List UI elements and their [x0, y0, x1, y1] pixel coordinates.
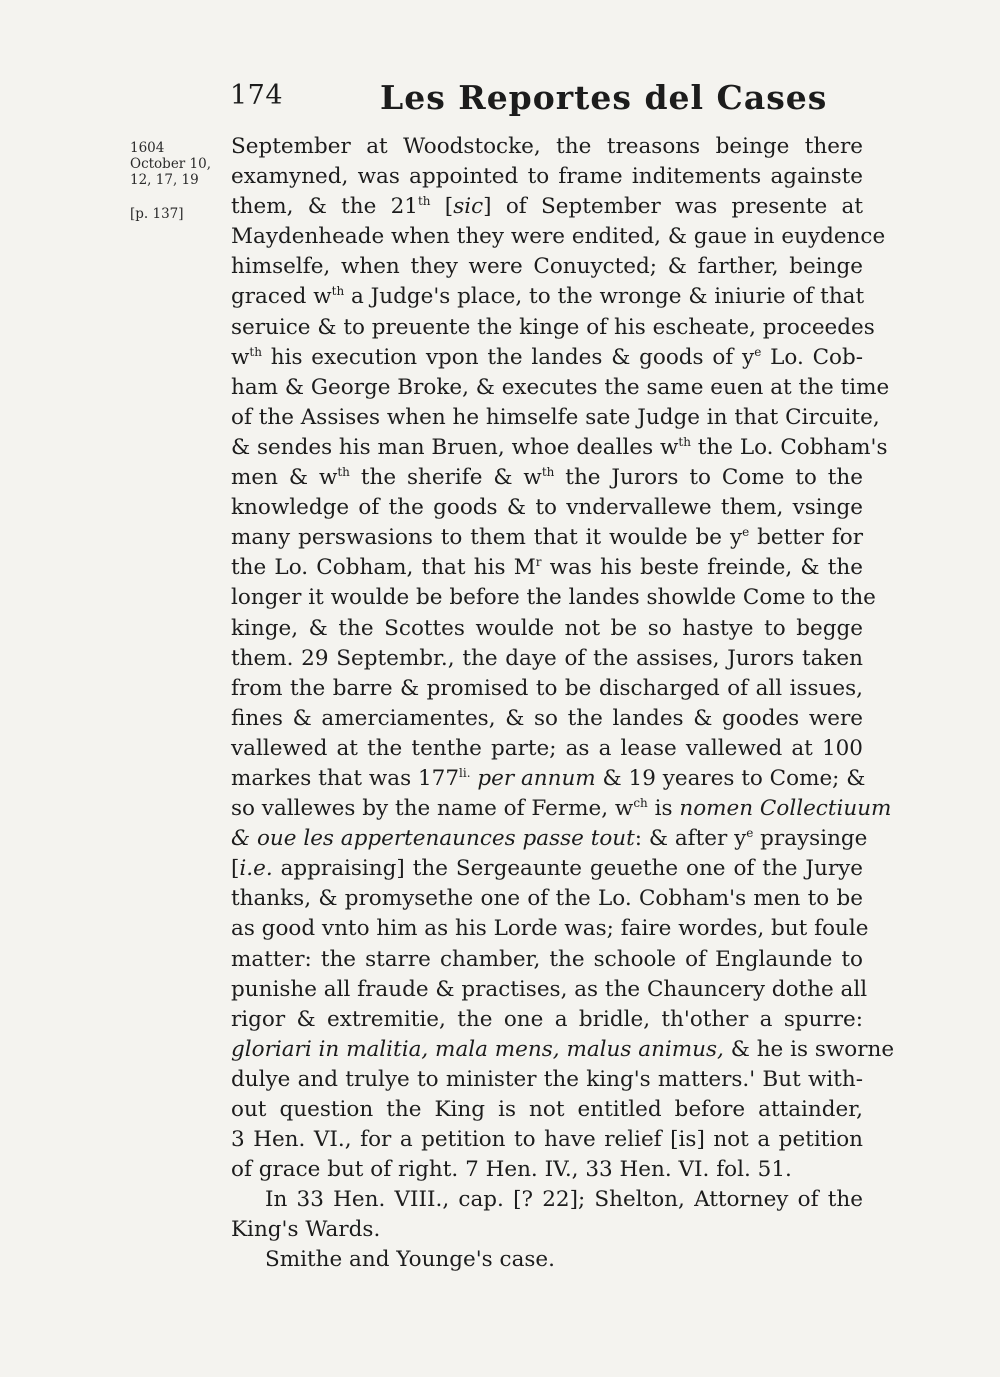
text-line: knowledge of the goods & to vndervallewe them, vsinge: [231, 495, 863, 521]
text-line: King's Wards.: [231, 1217, 381, 1243]
text-line: the Lo. Cobham, that his $M^r$ was his beste freinde, & the: [231, 555, 863, 581]
text-line: men & $w^{th}$ the sherife & $w^{th}$ the Jurors to Come to the: [231, 465, 864, 491]
text-line: Smithe and Younge's case.: [265, 1247, 555, 1273]
text-line: out question the King is not entitled before attainder,: [231, 1097, 863, 1122]
text-line: rigor & extremitie, the one a bridle, th'other a spurre:: [231, 1006, 863, 1032]
text-line: from the barre & promised to be discharged of all issues,: [231, 675, 863, 701]
text-line: $w^{th}$ his execution vpon the landes & goods of $y^e$ Lo. Cob-: [231, 344, 863, 370]
running-head: Les Reportes del Cases: [380, 78, 828, 117]
text-line: Maydenheade when they were endited, & gaue in euydence: [231, 224, 886, 250]
text-line: In 33 Hen. VIII., cap. [? 22]; Shelton, Attorney of the: [265, 1187, 863, 1213]
text-line: examyned, was appointed to frame inditements againste: [231, 164, 863, 190]
text-line: ham & George Broke, & executes the same euen at the time: [231, 374, 890, 400]
text-line: vallewed at the tenthe parte; as a lease vallewed at 100: [231, 735, 863, 761]
text-line: [i.e. appraising] the Sergeaunte geuethe one of the Jurye: [231, 856, 863, 882]
text-line: of grace but of right. 7 Hen. IV., 33 Hen. VI. fol. 51.: [231, 1157, 792, 1183]
body-text: [231, 132, 895, 1276]
margin-dates: October 10,: [130, 156, 212, 172]
text-line: markes that was $177^{li.}$ per annum & 19 yeares to Come; &: [231, 765, 866, 791]
text-line: many perswasions to them that it woulde be $y^e$ better for: [231, 525, 863, 551]
text-line: them, & the 21th [sic] of September was presente at: [231, 194, 863, 220]
text-line: & oue les appertenaunces passe tout: & after $y^e$ praysinge: [231, 826, 868, 852]
text-line: gloriari in malitia, mala mens, malus animus, & he is sworne: [231, 1036, 895, 1062]
margin-page-reference: [p. 137]: [130, 206, 184, 222]
text-line: punishe all fraude & practises, as the Chauncery dothe all: [231, 976, 868, 1002]
page-number: 174: [230, 80, 284, 111]
text-line: fines & amerciamentes, & so the landes & goodes were: [231, 705, 863, 731]
text-line: & sendes his man Bruen, whoe dealles $w^{th}$ the Lo. Cobham's: [231, 434, 888, 460]
text-line: seruice & to preuente the kinge of his escheate, proceedes: [231, 314, 875, 340]
text-line: so vallewes by the name of Ferme, $w^{ch}$ is nomen Collectiuum: [231, 796, 892, 822]
text-line: of the Assises when he himselfe sate Judge in that Circuite,: [231, 404, 880, 430]
text-line: September at Woodstocke, the treasons beinge there: [231, 134, 863, 159]
margin-dates-continued: 12, 17, 19: [130, 172, 199, 188]
text-line: them. 29 Septembr., the daye of the assises, Jurors taken: [231, 645, 863, 671]
text-line: 3 Hen. VI., for a petition to have relief [is] not a petition: [231, 1127, 863, 1153]
text-line: as good vnto him as his Lorde was; faire wordes, but foule: [231, 916, 869, 942]
margin-year: 1604: [130, 140, 165, 156]
text-line: dulye and trulye to minister the king's matters.' But with-: [231, 1066, 863, 1092]
text-line: graced $w^{th}$ a Judge's place, to the wronge & iniurie of that: [231, 284, 865, 310]
text-line: longer it woulde be before the landes showlde Come to the: [231, 585, 876, 611]
text-line: kinge, & the Scottes woulde not be so hastye to begge: [231, 615, 863, 641]
text-line: thanks, & promysethe one of the Lo. Cobham's men to be: [231, 886, 863, 912]
text-line: matter: the starre chamber, the schoole of Englaunde to: [231, 946, 863, 972]
text-line: himselfe, when they were Conuycted; & farther, beinge: [231, 254, 863, 280]
